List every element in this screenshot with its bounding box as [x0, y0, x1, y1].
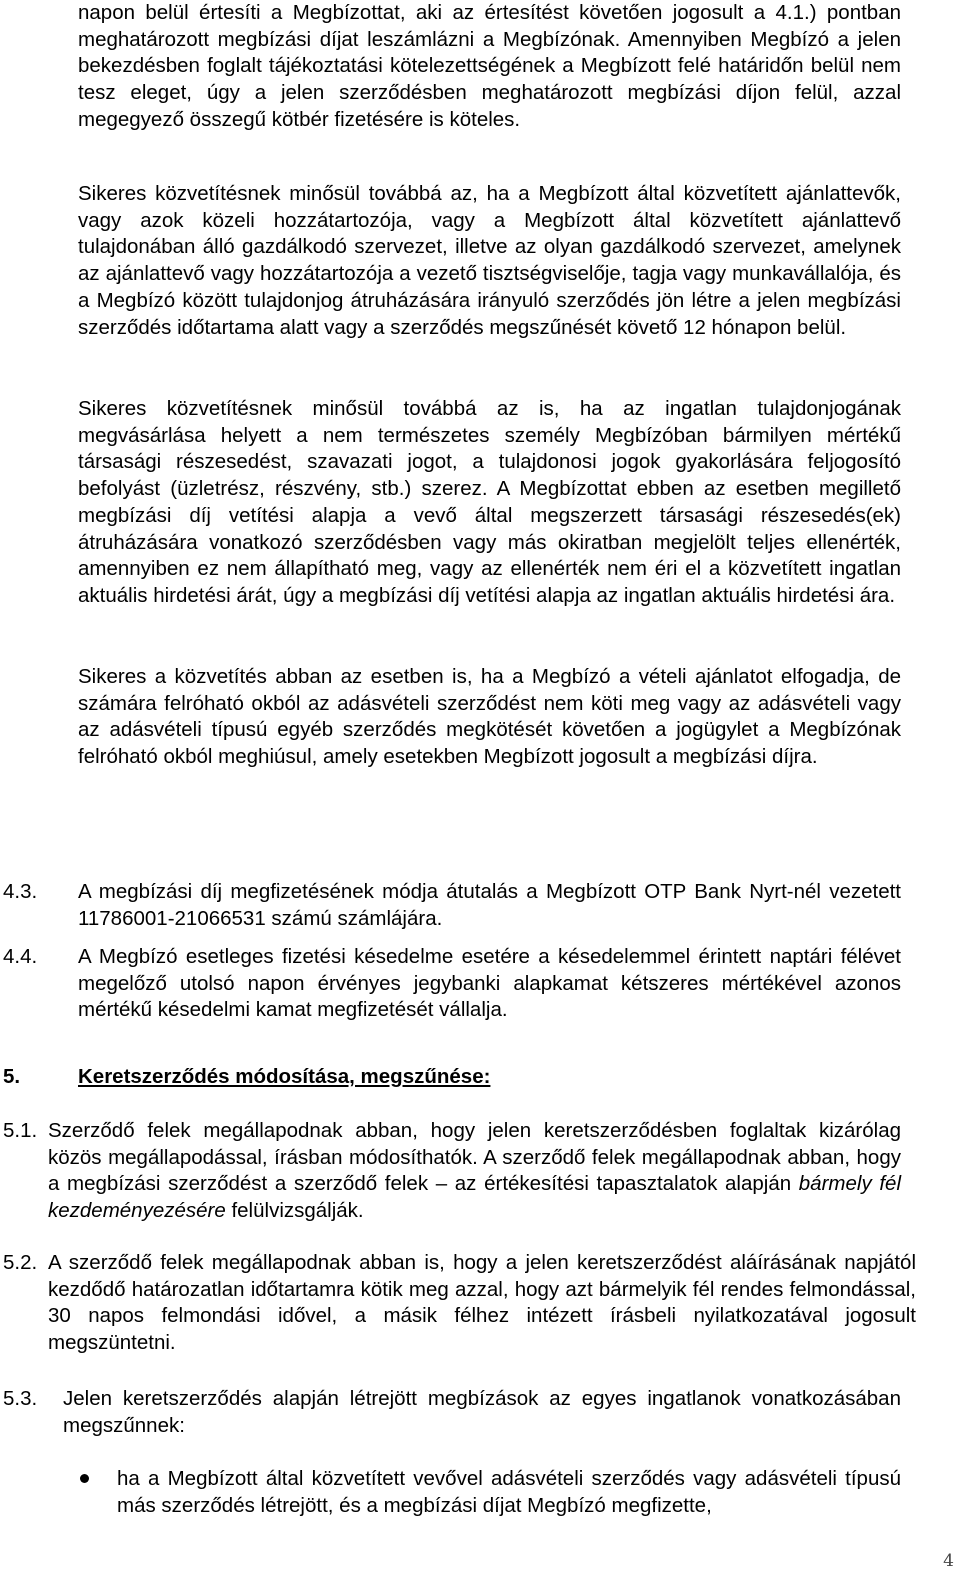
section-number: 5. — [3, 1065, 21, 1088]
clause-text: A Megbízó esetleges fizetési késedelme esetére a késedelemmel érintett naptári félévet megelőző utolsó napon érvényes jegybanki alapkamat kétszeres mértékével azonos mértékű késedelmi kamat megfizetését vállalja. — [78, 945, 901, 1022]
clause-text — [48, 1118, 901, 1225]
clause-text-emphasis: bármely fél kezdeményezésére — [48, 1172, 901, 1223]
clause-text: Jelen keretszerződés alapján létrejött megbízások az egyes ingatlanok vonatkozásában megszűnnek: — [63, 1387, 901, 1437]
paragraph-successful-mediation-offer: Sikeres a közvetítés abban az esetben is, ha a Megbízó a vételi ajánlatot elfogadja, de számára felróható okból az adásvételi szerződést nem köti meg vagy az adásvételi vagy az adásvételi típusú egyéb szerződés megkötését követően a jogügylet a Megbízónak felróható okból meghiúsul, amely esetekben Megbízott jogosult a megbízási díjra. — [78, 665, 901, 769]
clause-number: 5.3. — [3, 1387, 38, 1410]
paragraph-notification-penalty: napon belül értesíti a Megbízottat, aki az értesítést követően jogosult a 4.1.) pontban meghatározott megbízási díjat leszámlázni a Megbízónak. Amennyiben Megbízó a jelen bekezdésben foglalt tájékoztatási kötelezettségének a Megbízott felé határidőn belül nem tesz eleget, úgy a jelen szerződésben meghatározott megbízási díjon felül, azzal megegyező összegű kötbér fizetésére is köteles. — [78, 1, 901, 131]
clause-text: A szerződő felek megállapodnak abban is, hogy a jelen keretszerződést aláírásának napjától kezdődő határozatlan időtartamra kötik meg azzal, hogy azt bármelyik fél rendes felmondással, 30 napos felmondási idővel, a másik félhez intézett írásbeli nyilatkozatával jogosult megszüntetni. — [48, 1251, 916, 1355]
clause-text-part: felülvizsgálják. — [225, 1199, 364, 1223]
clause-number: 5.2. — [3, 1251, 38, 1274]
clause-text-part: Szerződő felek megállapodnak abban, hogy jelen keretszerződésben foglaltak kizárólag közös megállapodással, írásban módosíthatók. A szerződő felek megállapodnak abban, hogy a megbízási szerződést a szerződő felek – az értékesítési tapasztalatok alapján — [48, 1119, 901, 1196]
clause-number: 4.3. — [3, 880, 38, 903]
clause-number: 4.4. — [3, 945, 38, 968]
clause-number: 5.1. — [3, 1119, 38, 1142]
paragraph-successful-mediation-relatives: Sikeres közvetítésnek minősül továbbá az, ha a Megbízott által közvetített ajánlattevők, vagy azok közeli hozzátartozója, vagy a Megbízott által közvetített ajánlattevő tulajdonában álló gazdálkodó szervezet, illetve az olyan gazdálkodó szervezet, amelynek az ajánlattevő vagy hozzátartozója a vezető tisztségviselője, tagja vagy munkavállalója, és a Megbízó között tulajdonjog átruházására irányuló szerződés jön létre a jelen megbízási szerződés időtartama alatt vagy a szerződés megszűnését követő 12 hónapon belül. — [78, 182, 901, 339]
bullet-icon — [80, 1474, 89, 1483]
page-number: 4 — [943, 1551, 954, 1571]
section-title: Keretszerződés módosítása, megszűnése: — [78, 1065, 491, 1088]
paragraph-successful-mediation-shares: Sikeres közvetítésnek minősül továbbá az is, ha az ingatlan tulajdonjogának megvásárlása helyett a nem természetes személy Megbízóban bármilyen mértékű társasági részesedést, szavazati jogot, a tulajdonosi jogok gyakorlására feljogosító befolyást (üzletrész, részvény, stb.) szerez. A Megbízottat ebben az esetben megillető megbízási díj vetítési alapja a vevő által megszerzett társasági részesedés(ek) átruházására vonatkozó szerződésben vagy más okiratban megjelölt teljes ellenérték, amennyiben ez nem állapítható meg, vagy az ellenérték nem éri el a közvetített ingatlan aktuális hirdetési árát, úgy a megbízási díj vetítési alapja az ingatlan aktuális hirdetési ára. — [78, 397, 901, 607]
bullet-text: ha a Megbízott által közvetített vevővel adásvételi szerződés vagy adásvételi típusú más szerződés létrejött, és a megbízási díjat Megbízó megfizette, — [117, 1467, 901, 1517]
clause-text: A megbízási díj megfizetésének módja átutalás a Megbízott OTP Bank Nyrt-nél vezetett 11786001-21066531 számú számlájára. — [78, 880, 901, 930]
